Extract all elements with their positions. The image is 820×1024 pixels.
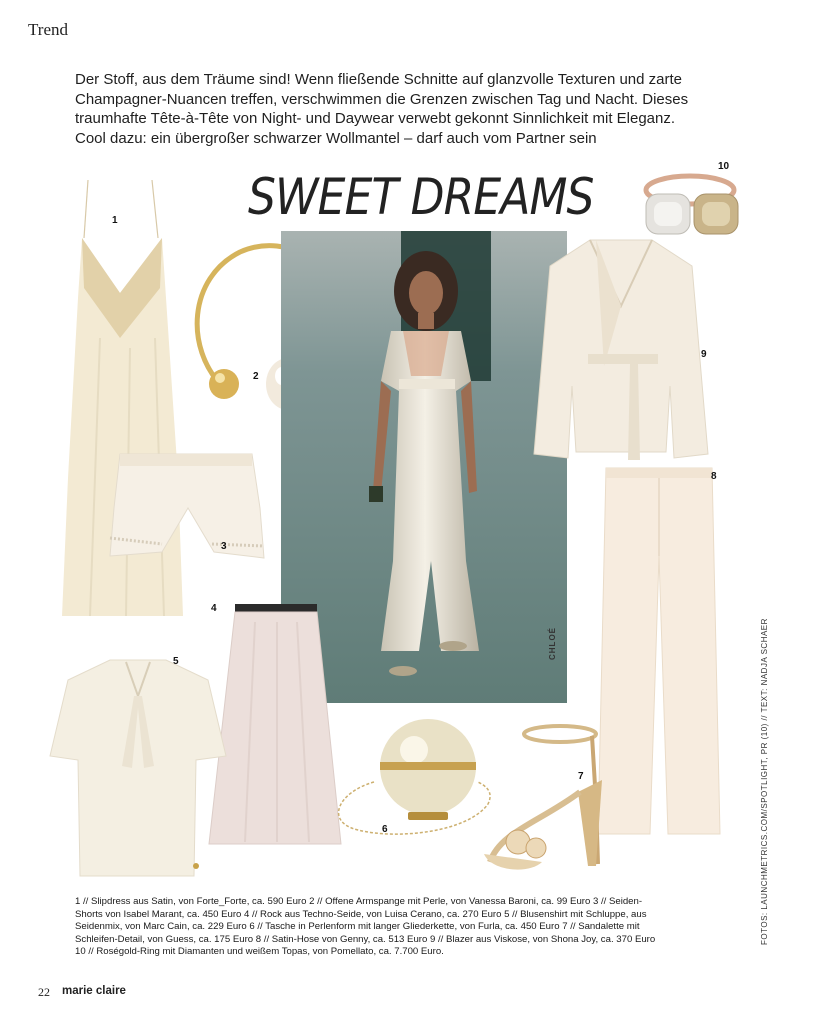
photo-credit: CHLOÉ (548, 627, 557, 660)
item-number-4: 4 (211, 603, 217, 614)
caption-line: 10 // Roségold-Ring mit Diamanten und weißem Topas, von Pomellato, ca. 7.700 Euro. (75, 946, 444, 957)
caption-line: Schleifen-Detail, von Guess, ca. 175 Euro 8 // Satin-Hose von Genny, ca. 513 Euro 9 // Blazer aus Viskose, von Shona Joy, ca. 370 Euro (75, 933, 656, 945)
item-number-9: 9 (701, 349, 707, 360)
sandal-image (470, 722, 620, 880)
intro-line: Der Stoff, aus dem Träume sind! Wenn fließende Schnitte auf glanzvolle Texturen und zarte (75, 71, 683, 88)
pearl-bag-image (318, 712, 494, 842)
item-number-7: 7 (578, 771, 584, 782)
item-number-10: 10 (718, 161, 730, 172)
item-number-8: 8 (711, 471, 717, 482)
item-number-3: 3 (221, 541, 227, 552)
caption-line: Seidenmix, von Marc Cain, ca. 229 Euro 6 // Tasche in Perlenform mit langer Gliederkette, von Furla, ca. 450 Euro 7 // Sandalette mit (75, 921, 640, 932)
blazer-image (532, 236, 710, 460)
caption-line: 1 // Slipdress aus Satin, von Forte_Forte, ca. 590 Euro 2 // Offene Armspange mit Perle, von Vanessa Baroni, ca. 99 Euro 3 // Seiden- (75, 896, 643, 907)
item-number-2: 2 (253, 371, 259, 382)
intro-text (75, 70, 755, 148)
page-number: 22 (38, 985, 50, 999)
product-caption (75, 896, 735, 959)
section-label: Trend (28, 20, 68, 39)
intro-line: Champagner-Nuancen treffen, verschwimmen die Grenzen zwischen Tag und Nacht. Dieses (75, 90, 689, 108)
magazine-name: marie claire (62, 985, 126, 997)
item-number-1: 1 (112, 215, 118, 226)
shorts-image (102, 448, 270, 568)
caption-line: Shorts von Isabel Marant, ca. 450 Euro 4 // Rock aus Techno-Seide, von Luisa Cerano, ca. 270 Euro 5 // Blusenshirt mit Schluppe, aus (75, 908, 647, 920)
intro-line: traumhafte Tête-à-Tête von Night- und Daywear verwebt gekonnt Sinnlichkeit mit Eleganz. (75, 110, 676, 127)
headline: SWEET DREAMS (248, 168, 594, 226)
ring-image (642, 172, 742, 244)
intro-line: Cool dazu: ein übergroßer schwarzer Wollmantel – darf auch vom Partner sein (75, 129, 597, 147)
blouse-image (48, 656, 228, 878)
item-number-6: 6 (382, 824, 388, 835)
photo-text-credits: FOTOS: LAUNCHMETRICS.COM/SPOTLIGHT, PR (10) // TEXT: NADJA SCHAER (760, 618, 769, 945)
item-number-5: 5 (173, 656, 179, 667)
